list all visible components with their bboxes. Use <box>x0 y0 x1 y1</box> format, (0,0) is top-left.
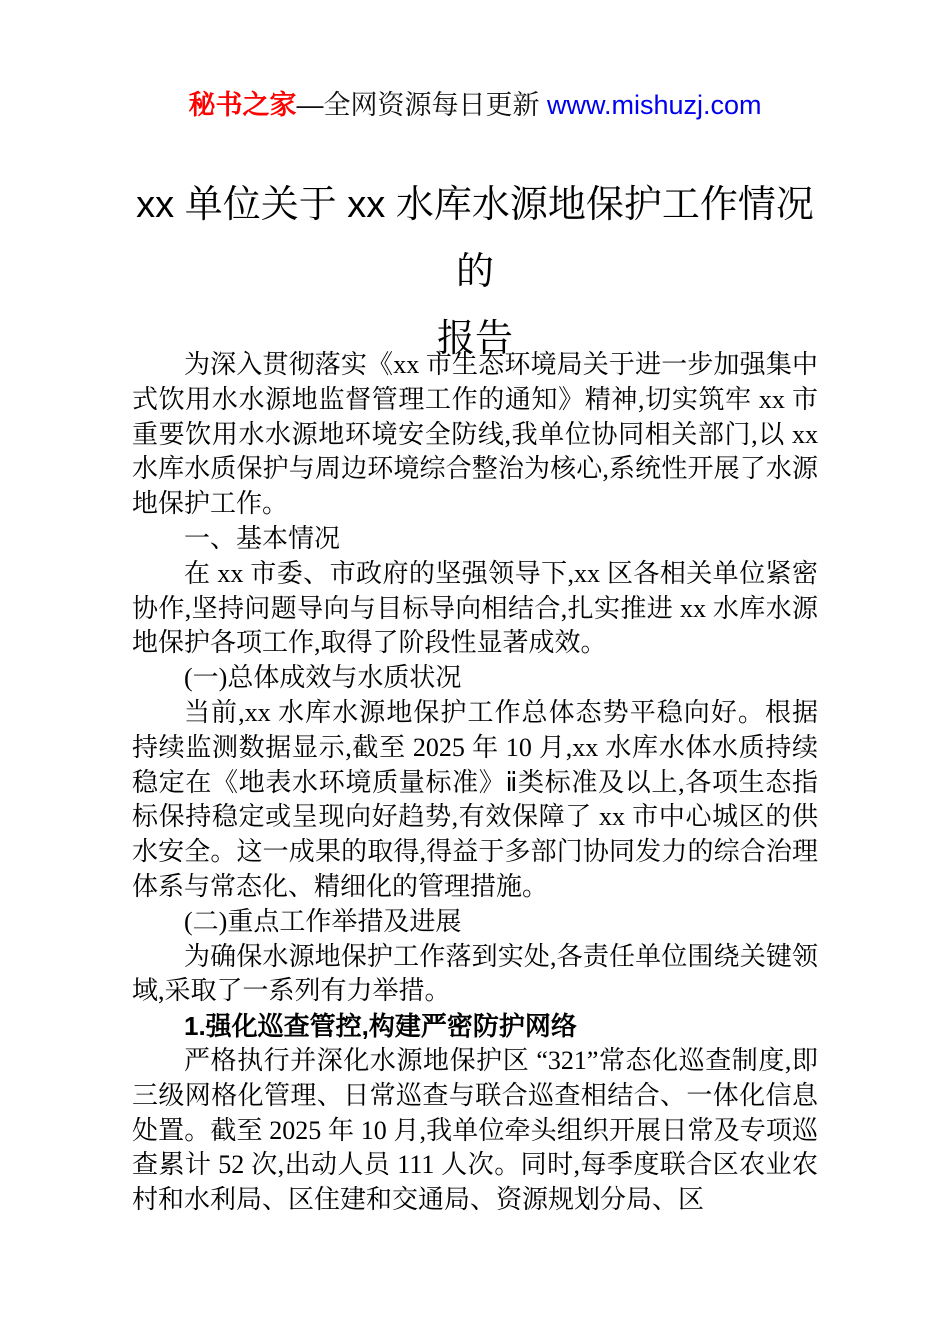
section-heading-key-measures: (二)重点工作举措及进展 <box>184 906 462 936</box>
section-heading-overall-results: (一)总体成效与水质状况 <box>184 663 462 693</box>
section-heading-patrol-control: 1.强化巡查管控,构建严密防护网络 <box>184 1011 577 1042</box>
document-title <box>132 172 818 373</box>
site-url-link[interactable]: www.mishuzj.com <box>546 90 762 120</box>
paragraph-leadership: 在 xx 市委、市政府的坚强领导下,xx 区各相关单位紧密协作,坚持问题导向与目标导向相结合,扎实推进 xx 水库水源地保护各项工作,取得了阶段性显著成效。 <box>132 558 818 658</box>
document-title-line1: xx 单位关于 xx 水库水源地保护工作情况的 <box>136 184 814 293</box>
site-header <box>0 88 950 122</box>
document-title-line2: 报告 <box>436 318 513 360</box>
site-tagline: —全网资源每日更新 <box>296 90 547 120</box>
paragraph-water-quality: 当前,xx 水库水源地保护工作总体态势平稳向好。根据持续监测数据显示,截至 2025 年 10 月,xx 水库水体水质持续稳定在《地表水环境质量标准》ⅱ类标准及以上,各项生态指标保持稳定或呈现向好趋势,有效保障了 xx 市中心城区的供水安全。这一成果的取得,得益于多部门协同发力的综合治理体系与常态化、精细化的管理措施。 <box>132 697 818 901</box>
paragraph-intro: 为深入贯彻落实《xx 市生态环境局关于进一步加强集中式饮用水水源地监督管理工作的通知》精神,切实筑牢 xx 市重要饮用水水源地环境安全防线,我单位协同相关部门,以 xx 水库水质保护与周边环境综合整治为核心,系统性开展了水源地保护工作。 <box>132 350 818 519</box>
section-heading-basic-situation: 一、基本情况 <box>184 523 341 553</box>
site-brand: 秘书之家 <box>188 90 297 120</box>
document-body <box>132 348 818 1218</box>
paragraph-measures-intro: 为确保水源地保护工作落到实处,各责任单位围绕关键领域,采取了一系列有力举措。 <box>132 941 818 1006</box>
paragraph-patrol-details: 严格执行并深化水源地保护区 “321”常态化巡查制度,即三级网格化管理、日常巡查与联合巡查相结合、一体化信息处置。截至 2025 年 10 月,我单位牵头组织开展日常及专项巡查累计 52 次,出动人员 111 人次。同时,每季度联合区农业农村和水利局、区住建和交通局、资源规划分局、区 <box>132 1045 818 1215</box>
